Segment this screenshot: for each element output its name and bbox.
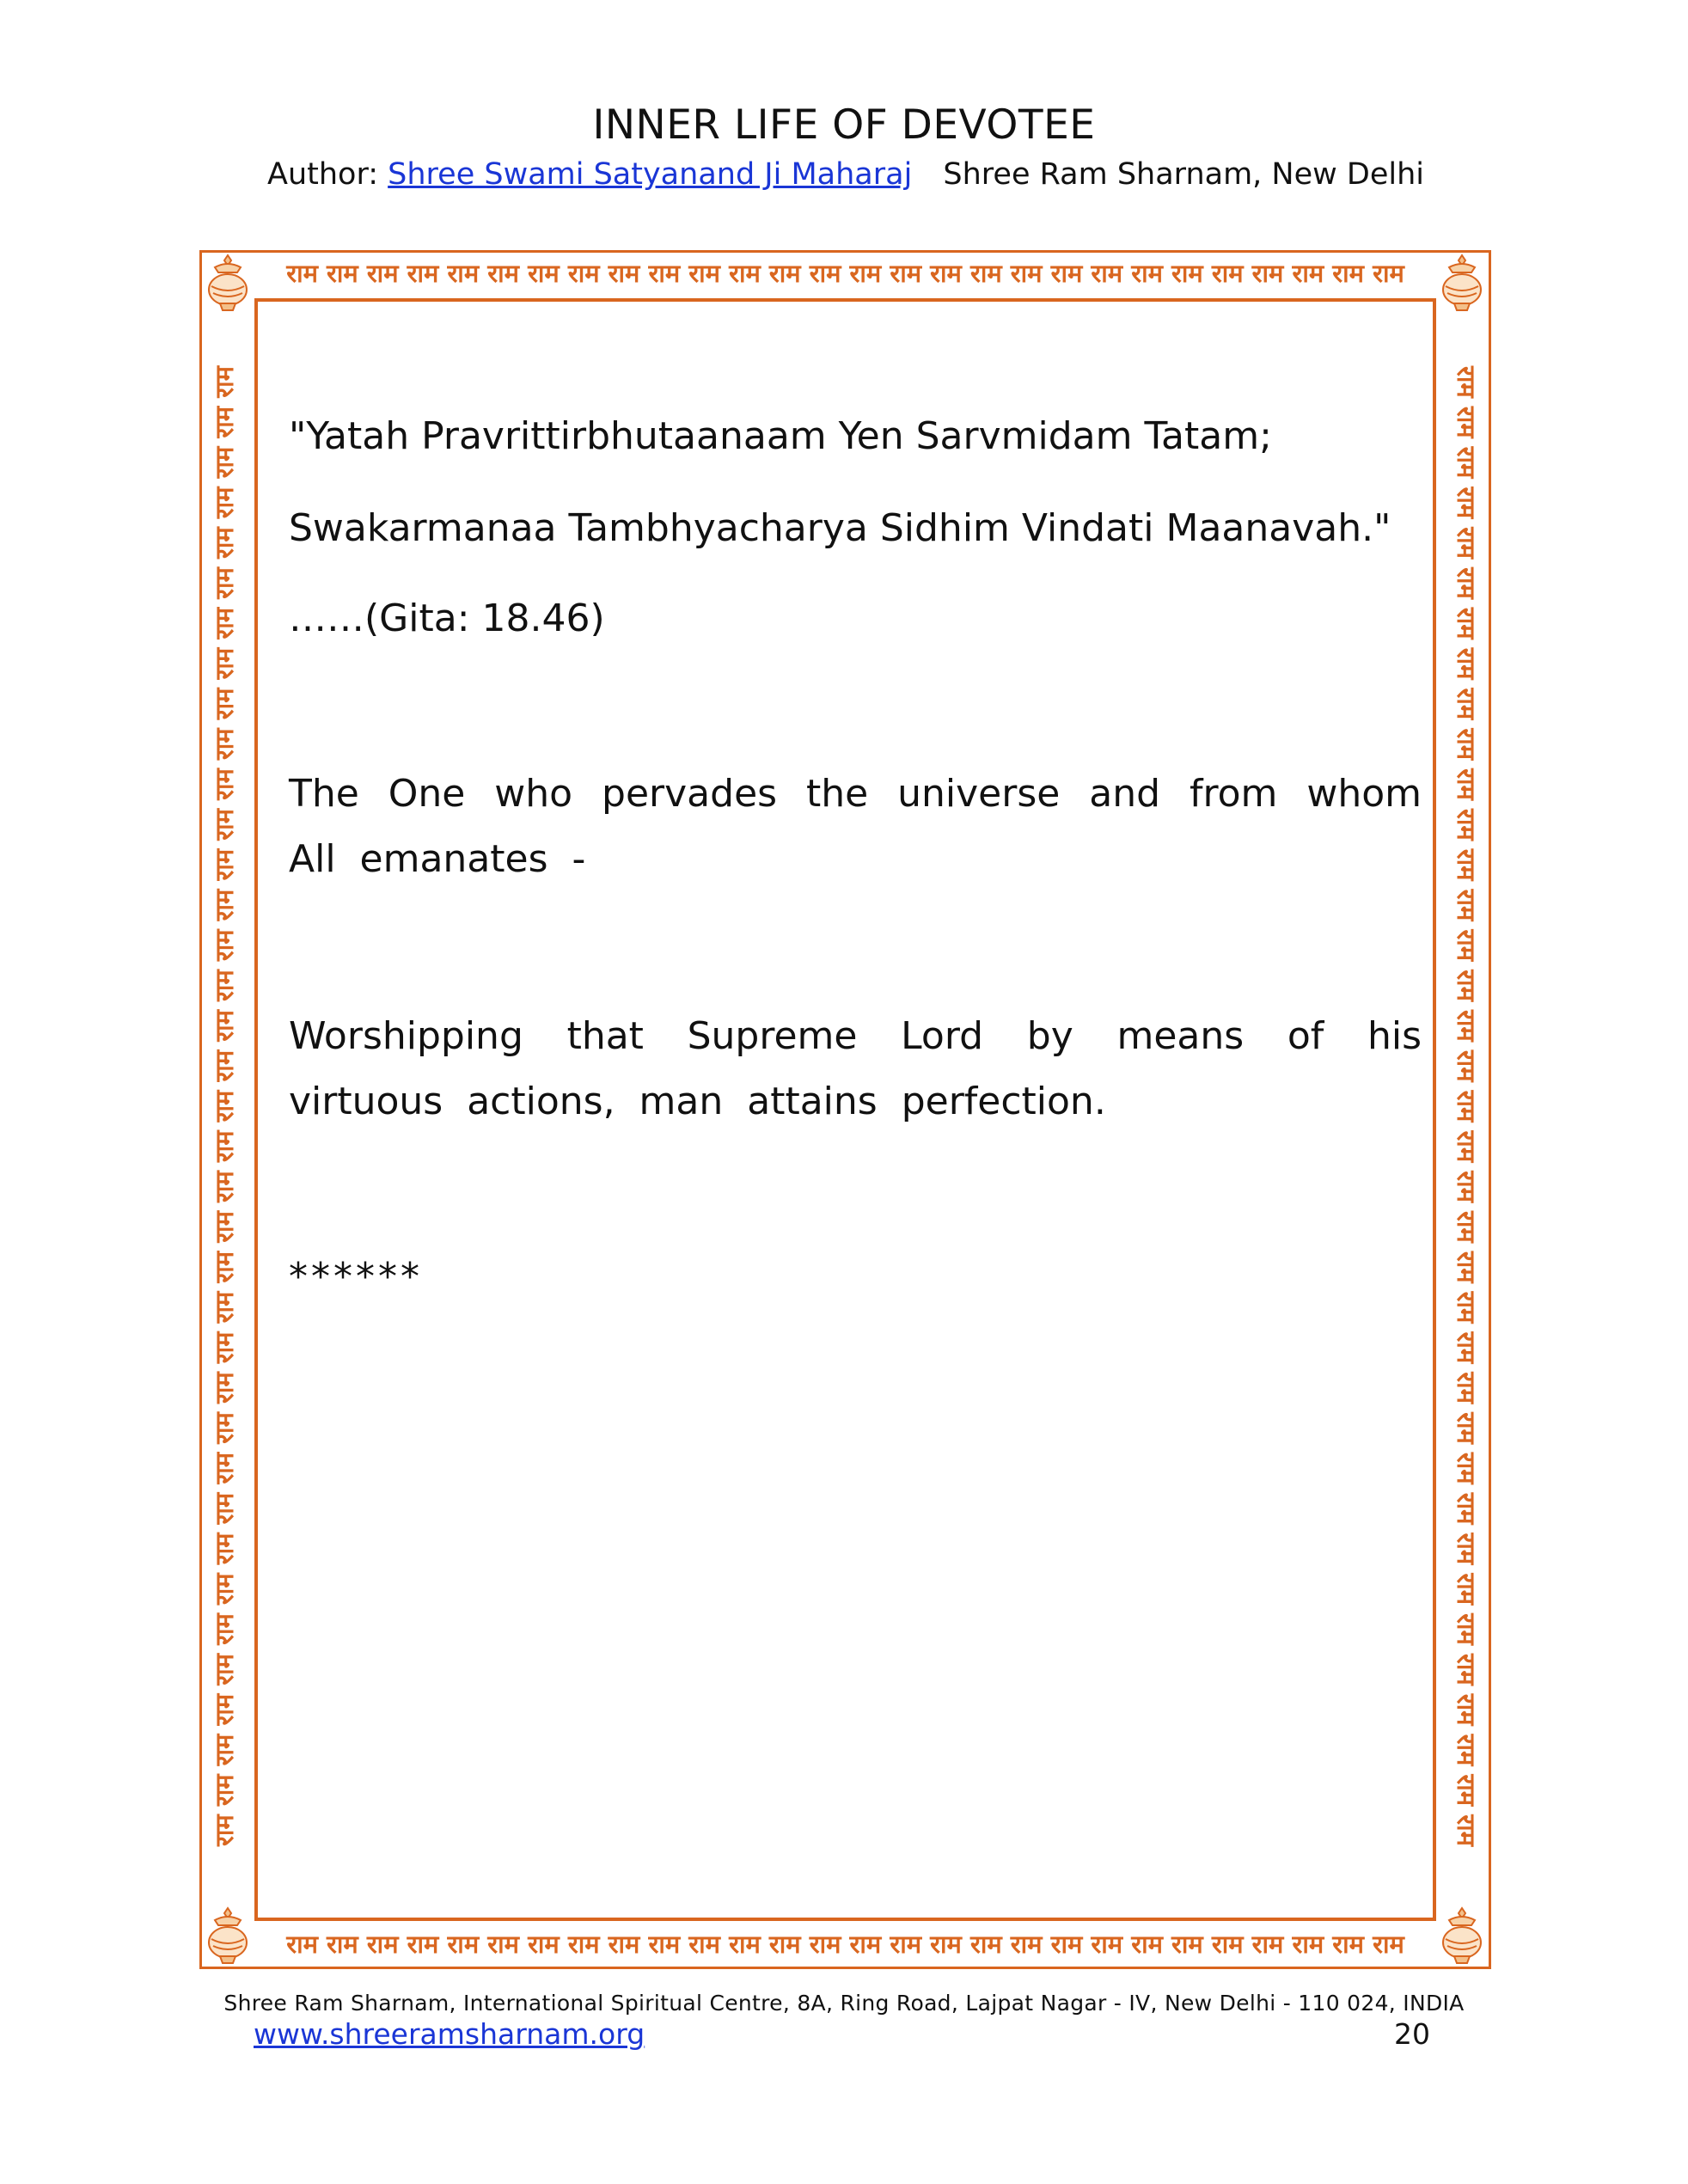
author-link[interactable]: Shree Swami Satyanand Ji Maharaj xyxy=(388,157,913,192)
paragraph-1-text: The One who pervades the universe and from whom All emanates - xyxy=(289,772,1422,881)
border-text-top: राम राम राम राम राम राम राम राम राम राम राम राम राम राम राम राम राम राम राम राम राम राम राम राम राम राम राम राम xyxy=(286,259,1404,288)
document-title: INNER LIFE OF DEVOTEE xyxy=(592,101,1096,149)
kalash-icon xyxy=(1437,1905,1487,1967)
paragraph-2 xyxy=(289,1004,1422,1135)
border-text-bottom: राम राम राम राम राम राम राम राम राम राम राम राम राम राम राम राम राम राम राम राम राम राम राम राम राम राम राम राम xyxy=(286,1930,1404,1959)
website-link[interactable]: www.shreeramsharnam.org xyxy=(254,2017,645,2051)
verse-line-2: Swakarmanaa Tambhyacharya Sidhim Vindati Maanavah." xyxy=(289,506,1391,550)
section-separator: ****** xyxy=(289,1255,423,1299)
footer-address: Shree Ram Sharnam, International Spiritual Centre, 8A, Ring Road, Lajpat Nagar - IV, New Delhi - 110 024, INDIA xyxy=(223,1991,1465,2016)
paragraph-2-text: Worshipping that Supreme Lord by means of his virtuous actions, man attains perfection. xyxy=(289,1014,1422,1123)
kalash-icon xyxy=(1437,252,1487,314)
kalash-icon xyxy=(203,252,253,314)
organization-name: Shree Ram Sharnam, New Delhi xyxy=(943,157,1424,192)
paragraph-1 xyxy=(289,762,1422,892)
border-text-left: राम राम राम राम राम राम राम राम राम राम राम राम राम राम राम राम राम राम राम राम राम राम राम राम राम राम राम राम राम राम राम राम राम राम राम राम राम xyxy=(210,366,239,1846)
verse-citation: ……(Gita: 18.46) xyxy=(289,596,605,640)
page-number: 20 xyxy=(1394,2017,1430,2051)
author-line xyxy=(267,157,912,192)
author-label: Author: xyxy=(267,157,388,192)
kalash-icon xyxy=(203,1905,253,1967)
verse-line-1: "Yatah Pravrittirbhutaanaam Yen Sarvmidam Tatam; xyxy=(289,414,1272,458)
border-text-right: राम राम राम राम राम राम राम राम राम राम राम राम राम राम राम राम राम राम राम राम राम राम राम राम राम राम राम राम राम राम राम राम राम राम राम राम राम xyxy=(1452,366,1481,1846)
